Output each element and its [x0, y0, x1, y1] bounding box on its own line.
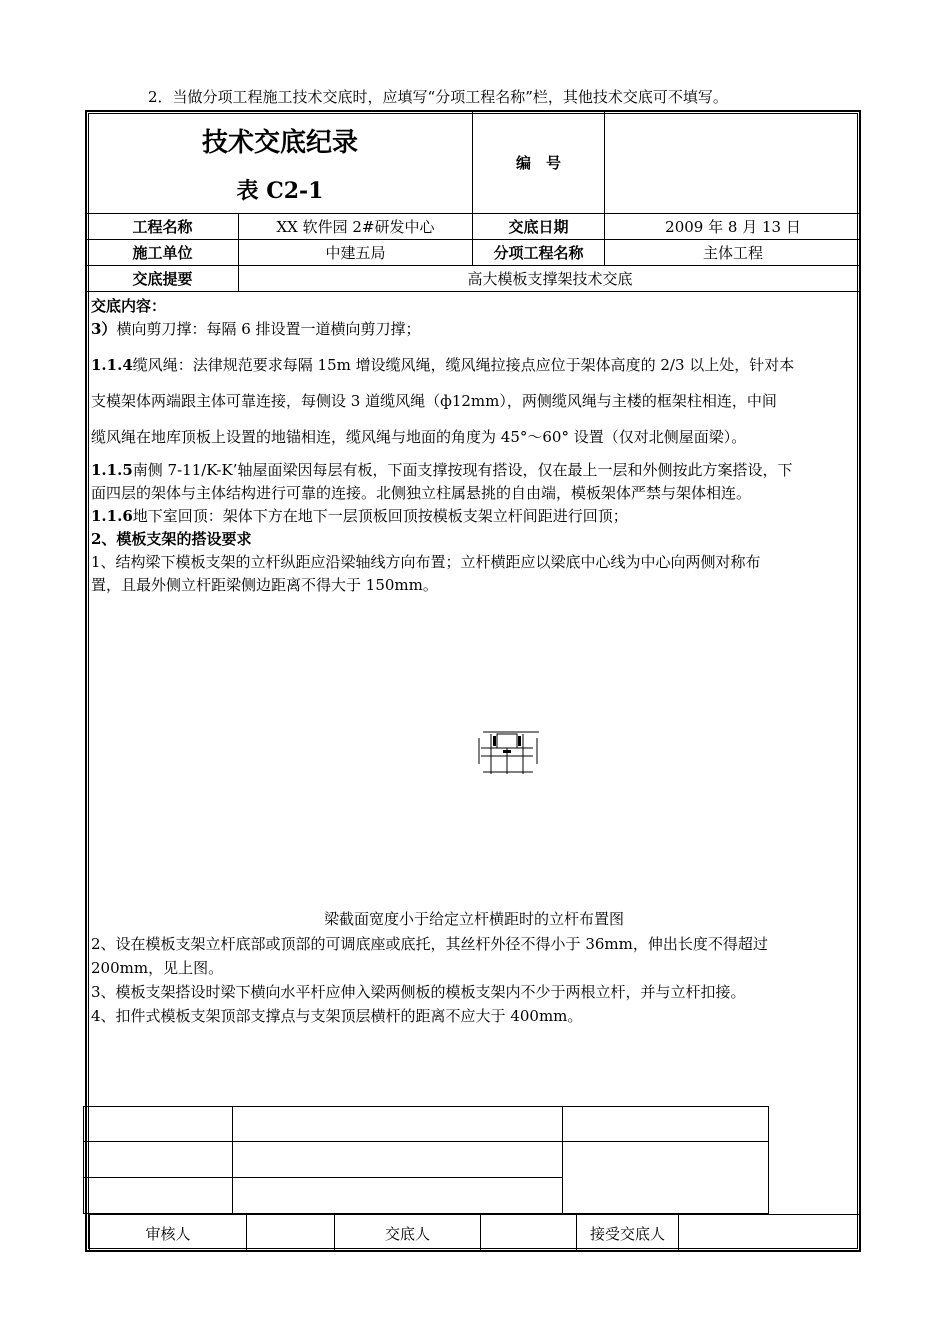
summary-value: 高大模板支撑架技术交底: [239, 266, 861, 292]
requirement-1: 1、结构梁下模板支架的立杆纵距应沿梁轴线方向布置；立杆横距应以梁底中心线为中心向两侧对称布: [91, 553, 761, 571]
paragraph-1-1-5: [91, 459, 859, 482]
form-title: 技术交底纪录: [201, 128, 358, 158]
top-note: 2．当做分项工程施工技术交底时，应填写“分项工程名称”栏，其他技术交底可不填写。: [148, 88, 728, 106]
signature-grid: [83, 1106, 769, 1214]
requirement-2: 2、设在模板支架立杆底部或顶部的可调底座或底托，其丝杆外径不得小于 36mm，伸出长度不得超过: [91, 935, 768, 953]
grid-cell[interactable]: [83, 1106, 233, 1142]
requirement-1-line2: 置，且最外侧立杆距梁侧边距离不得大于 150mm。: [91, 576, 438, 594]
paragraph-number: 3）: [91, 320, 117, 338]
grid-cell[interactable]: [562, 1106, 769, 1142]
disclosure-content: [91, 295, 859, 597]
paragraph-number: 1.1.6: [91, 507, 133, 525]
paragraph-text: 缆风绳：法律规范要求每隔 15m 增设缆风绳，缆风绳拉接点应位于架体高度的 2/3 以上处，针对本: [132, 356, 795, 374]
signature-row: [89, 1214, 861, 1252]
paragraph-1-1-6: [91, 505, 859, 528]
grid-cell[interactable]: [83, 1141, 233, 1178]
receiver-signature[interactable]: [679, 1215, 861, 1252]
figure-caption: 梁截面宽度小于给定立杆横距时的立杆布置图: [323, 910, 624, 928]
discloser-signature[interactable]: [481, 1215, 577, 1252]
paragraph-text: 南侧 7-11/K-K’轴屋面梁因每层有板，下面支撑按现有搭设，仅在最上一层和外侧按此方案搭设，下: [132, 461, 793, 479]
subproject-name-value: 主体工程: [605, 240, 861, 266]
paragraph-text: 横向剪刀撑：每隔 6 排设置一道横向剪刀撑；: [116, 320, 421, 338]
grid-cell[interactable]: [562, 1141, 769, 1214]
paragraph-1-1-4-line3: 缆风绳在地库顶板上设置的地锚相连，缆风绳与地面的角度为 45°～60° 设置（仅对北侧屋面梁）。: [91, 428, 747, 446]
paragraph-1-1-5-line2: 面四层的架体与主体结构进行可靠的连接。北侧独立柱属悬挑的自由端，模板架体严禁与架体相连。: [91, 484, 752, 502]
discloser-label: 交底人: [335, 1215, 481, 1252]
grid-cell[interactable]: [232, 1141, 563, 1178]
requirement-4: 4、扣件式模板支架顶部支撑点与支架顶层横杆的距离不应大于 400mm。: [91, 1007, 583, 1025]
summary-label: 交底提要: [87, 266, 239, 292]
paragraph-1-1-4: [91, 347, 859, 383]
disclosure-form: [85, 110, 861, 1252]
requirements-continued: [91, 932, 859, 1028]
reviewer-signature[interactable]: [247, 1215, 335, 1252]
contractor-label: 施工单位: [87, 240, 239, 266]
project-name-label: 工程名称: [87, 214, 239, 240]
project-name-value: XX 软件园 2#研发中心: [239, 214, 473, 240]
requirement-2-line2: 200mm，见上图。: [91, 959, 224, 977]
paragraph-text: 地下室回顶：架体下方在地下一层顶板回顶按模板支架立杆间距进行回顶；: [132, 507, 628, 525]
content-heading: 交底内容：: [91, 297, 167, 315]
disclosure-date-label: 交底日期: [473, 214, 605, 240]
number-value[interactable]: [605, 112, 861, 214]
receiver-label: 接受交底人: [577, 1215, 679, 1252]
contractor-value: 中建五局: [239, 240, 473, 266]
paragraph-number: 1.1.5: [91, 461, 133, 479]
reviewer-label: 审核人: [89, 1215, 247, 1252]
disclosure-date-value: 2009 年 8 月 13 日: [605, 214, 861, 240]
form-header: [87, 112, 861, 292]
subproject-name-label: 分项工程名称: [473, 240, 605, 266]
paragraph-number: 1.1.4: [91, 356, 133, 374]
form-number: 表 C2-1: [236, 178, 324, 204]
grid-cell[interactable]: [83, 1177, 233, 1214]
pole-layout-diagram: [473, 726, 547, 778]
number-label: 编 号: [473, 112, 605, 214]
title-block: [87, 112, 473, 214]
paragraph-3: [91, 318, 859, 341]
grid-cell[interactable]: [232, 1106, 563, 1142]
grid-cell[interactable]: [232, 1177, 563, 1214]
paragraph-1-1-4-line2: 支模架体两端跟主体可靠连接，每侧设 3 道缆风绳（ф12mm），两侧缆风绳与主楼的框架柱相连，中间: [91, 392, 777, 410]
section-2-heading: 2、模板支架的搭设要求: [91, 530, 252, 548]
requirement-3: 3、模板支架搭设时梁下横向水平杆应伸入梁两侧板的模板支架内不少于两根立杆，并与立杆扣接。: [91, 983, 746, 1001]
